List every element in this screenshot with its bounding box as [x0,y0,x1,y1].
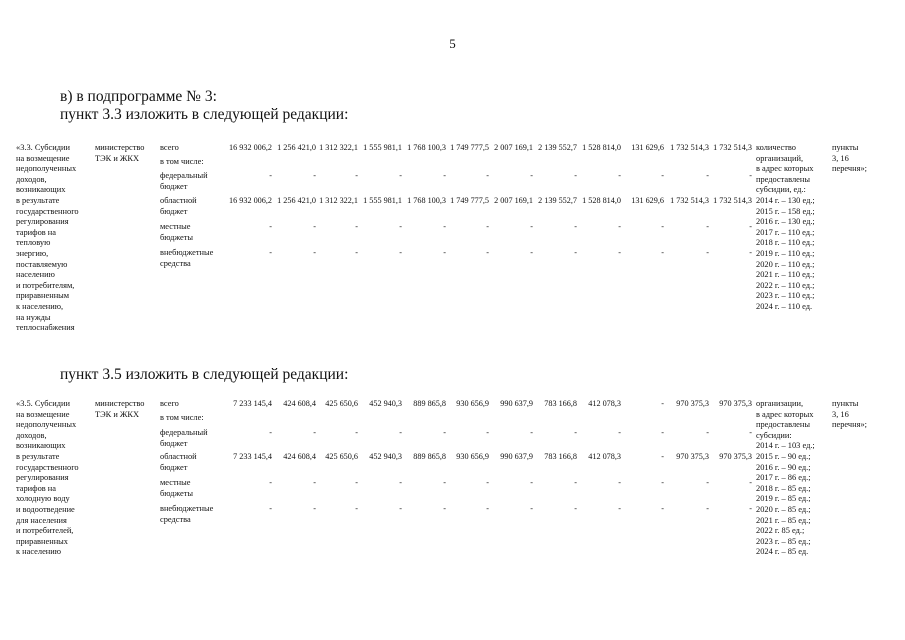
measure-name-line: энергию, [16,248,49,258]
funding-value: - [269,478,272,487]
measure-name-line: доходов, [16,430,47,440]
funding-value: - [313,171,316,180]
funding-value: 1 312 322,1 [319,143,358,152]
funding-value: 1 732 514,3 [670,196,709,205]
target-indicator-line: 2014 г. – 103 ед.; [756,441,815,451]
funding-source [160,157,226,168]
funding-value: - [530,171,533,180]
funding-value: 2 007 169,1 [494,196,533,205]
section-3-5-heading: пункт 3.5 изложить в следующей редакции: [60,366,349,383]
measure-name-line: регулирования [16,473,69,483]
funding-value: - [661,504,664,513]
measure-name-line: к населению [16,547,62,557]
measure-name-line: на возмещение [16,153,70,163]
funding-source-line: средства [160,258,191,268]
funding-value: - [661,248,664,257]
funding-source-line: внебюджетные [160,504,214,513]
reference-line: перечня»; [832,164,867,174]
measure-name-line: на нужды [16,312,51,322]
intro-line-1: в) в подпрограмме № 3: [60,88,217,105]
funding-value: - [661,171,664,180]
funding-value: - [749,248,752,257]
measure-name-line: теплоснабжения [16,323,75,333]
funding-value: 889 865,8 [413,399,446,408]
funding-value: - [443,504,446,513]
funding-value: 16 932 006,2 [229,196,272,205]
funding-value: - [399,478,402,487]
target-indicator-line: 2023 г. – 110 ед.; [756,291,815,301]
reference-line: пункты [832,143,859,152]
funding-value: 2 139 552,7 [538,143,577,152]
funding-value: 930 656,9 [456,452,489,461]
funding-value: - [269,171,272,180]
measure-name-line: государственного [16,462,79,472]
funding-value: 889 865,8 [413,452,446,461]
executor-line: ТЭК и ЖКХ [95,153,140,163]
funding-value: - [661,428,664,437]
funding-source-line: областной [160,196,197,205]
funding-value: 16 932 006,2 [229,143,272,152]
funding-value: - [618,504,621,513]
reference [832,399,894,431]
funding-value: - [661,452,664,461]
funding-value: - [443,222,446,231]
target-indicator-line: организаций, [756,153,804,163]
funding-value: 425 650,6 [325,452,358,461]
funding-value: 1 732 514,3 [670,143,709,152]
funding-value: - [618,478,621,487]
funding-source-line: всего [160,399,179,408]
funding-value: - [706,428,709,437]
funding-value: - [749,222,752,231]
intro-line-2: пункт 3.3 изложить в следующей редакции: [60,106,349,123]
funding-value: - [618,248,621,257]
funding-value: 131 629,6 [631,196,664,205]
funding-value: - [399,248,402,257]
funding-value: 970 375,3 [676,452,709,461]
target-indicator-line: 2017 г. – 86 ед.; [756,473,811,483]
funding-value: - [749,478,752,487]
funding-value: 425 650,6 [325,399,358,408]
funding-value: - [313,478,316,487]
reference-line: 3, 16 [832,409,849,419]
target-indicator-line: 2022 г. 85 ед.; [756,526,805,536]
measure-name-line: тарифов на [16,483,57,493]
target-indicator-line: 2018 г. – 110 ед.; [756,238,815,248]
funding-source-line: внебюджетные [160,248,214,257]
funding-value: - [443,478,446,487]
funding-value: - [269,428,272,437]
funding-source-line: бюджеты [160,232,194,242]
target-indicator-line: количество [756,143,796,152]
target-indicator-line: субсидии, ед.: [756,185,806,195]
funding-value: - [486,428,489,437]
target-indicator-line: предоставлены [756,420,810,430]
measure-name-line: недополученных [16,420,77,430]
funding-value: - [574,171,577,180]
funding-source-line: бюджет [160,206,188,216]
measure-name-line: холодную воду [16,494,70,504]
funding-value: 970 375,3 [719,452,752,461]
measure-name-line: в результате [16,195,60,205]
target-indicator-line: предоставлены [756,174,810,184]
funding-value: 2 007 169,1 [494,143,533,152]
funding-value: - [749,171,752,180]
funding-value: 7 233 145,4 [233,399,272,408]
funding-value: 1 528 814,0 [582,196,621,205]
funding-value: 990 637,9 [500,399,533,408]
funding-value: - [486,171,489,180]
funding-value: - [574,248,577,257]
measure-name-line: возникающих [16,185,66,195]
funding-value: 131 629,6 [631,143,664,152]
funding-source-line: бюджет [160,181,188,191]
funding-value: - [355,222,358,231]
funding-value: - [661,222,664,231]
funding-value: - [618,171,621,180]
funding-value: 1 768 100,3 [407,143,446,152]
funding-value: - [749,504,752,513]
funding-value: - [399,222,402,231]
funding-value: - [313,222,316,231]
target-indicator-line: 2019 г. – 85 ед.; [756,494,811,504]
funding-source-line: федеральный [160,428,208,437]
executor-line: министерство [95,143,145,152]
funding-value: 1 528 814,0 [582,143,621,152]
target-indicator-line: 2016 г. – 130 ед.; [756,217,815,227]
funding-value: - [661,478,664,487]
funding-value: - [618,428,621,437]
funding-value: 930 656,9 [456,399,489,408]
measure-name-line: в результате [16,451,60,461]
funding-source-line: местные [160,222,191,231]
funding-value: 970 375,3 [676,399,709,408]
target-indicator-line: в адрес которых [756,409,814,419]
funding-source-line: в том числе: [160,157,204,166]
funding-value: 783 166,8 [544,399,577,408]
funding-value: - [574,428,577,437]
funding-source-line: бюджет [160,462,188,472]
measure-name-line: тарифов на [16,227,57,237]
funding-value: 412 078,3 [588,452,621,461]
target-indicator-line: 2021 г. – 85 ед.; [756,515,811,525]
funding-value: - [574,478,577,487]
target-indicator-line: 2020 г. – 110 ед.; [756,259,815,269]
target-indicator-line: 2020 г. – 85 ед.; [756,504,811,514]
measure-name-line: недополученных [16,164,77,174]
measure-name-line: населению [16,270,55,280]
funding-value: - [313,428,316,437]
funding-value: - [355,248,358,257]
funding-value: - [530,428,533,437]
funding-value: - [486,222,489,231]
funding-value: 1 732 514,3 [713,196,752,205]
funding-source-line: областной [160,452,197,461]
funding-value: 1 749 777,5 [450,196,489,205]
measure-name-line: и потребителей, [16,526,74,536]
target-indicator-line: организации, [756,399,804,408]
measure-name-line: приравненных [16,536,68,546]
funding-value: 424 608,4 [283,399,316,408]
funding-value: - [313,504,316,513]
funding-value: 424 608,4 [283,452,316,461]
funding-value: - [749,428,752,437]
measure-name-line: государственного [16,206,79,216]
page-number: 5 [449,36,456,51]
target-indicator-line: 2017 г. – 110 ед.; [756,227,815,237]
funding-value: 452 940,3 [369,399,402,408]
measure-name [16,143,92,334]
funding-value: - [313,248,316,257]
measure-name-line: регулирования [16,217,69,227]
measure-name-line: «3.3. Субсидии [16,143,70,152]
funding-source [160,413,226,424]
measure-name-line: поставляемую [16,259,68,269]
funding-value: - [486,248,489,257]
target-indicator-line: 2018 г. – 85 ед.; [756,483,811,493]
funding-value: - [269,222,272,231]
funding-source-line: всего [160,143,179,152]
target-indicator-line: 2024 г. – 110 ед. [756,301,813,311]
target-indicator-line: 2015 г. – 158 ед.; [756,206,815,216]
funding-value: 783 166,8 [544,452,577,461]
target-indicator-line: субсидии: [756,430,792,440]
funding-value: - [530,248,533,257]
reference-line: перечня»; [832,420,867,430]
target-indicator-line: 2023 г. – 85 ед.; [756,536,811,546]
funding-value: 412 078,3 [588,399,621,408]
target-indicator [756,143,820,313]
funding-value: - [661,399,664,408]
funding-value: 1 555 981,1 [363,143,402,152]
funding-value: - [706,504,709,513]
reference-line: пункты [832,399,859,408]
funding-value: - [486,504,489,513]
measure-name-line: на возмещение [16,409,70,419]
executor-line: ТЭК и ЖКХ [95,409,140,419]
funding-source-line: бюджеты [160,488,194,498]
funding-value: 7 233 145,4 [233,452,272,461]
measure-name-line: возникающих [16,441,66,451]
funding-value: - [574,222,577,231]
funding-value: - [618,222,621,231]
funding-value: - [443,171,446,180]
funding-value: - [355,478,358,487]
funding-value: - [486,478,489,487]
measure-name-line: к населению, [16,301,64,311]
executor-line: министерство [95,399,145,408]
funding-value: 1 732 514,3 [713,143,752,152]
target-indicator-line: 2015 г. – 90 ед.; [756,451,811,461]
funding-source-line: бюджет [160,438,188,448]
funding-value: - [269,248,272,257]
funding-value: - [530,504,533,513]
measure-name-line: приравненным [16,291,70,301]
measure-name-line: доходов, [16,174,47,184]
funding-value: - [355,428,358,437]
reference [832,143,894,175]
funding-value: 990 637,9 [500,452,533,461]
funding-value: - [399,504,402,513]
target-indicator-line: 2016 г. – 90 ед.; [756,462,811,472]
funding-value: - [399,171,402,180]
target-indicator-line: 2019 г. – 110 ед.; [756,248,815,258]
target-indicator-line: 2022 г. – 110 ед.; [756,280,815,290]
funding-source-line: федеральный [160,171,208,180]
measure-name-line: тепловую [16,238,51,248]
executor [95,143,157,164]
measure-name-line: «3.5. Субсидии [16,399,70,408]
funding-value: 1 256 421,0 [277,196,316,205]
measure-name-line: и потребителям, [16,280,75,290]
funding-value: - [530,222,533,231]
target-indicator-line: 2024 г. – 85 ед. [756,547,809,557]
funding-value: - [574,504,577,513]
funding-value: 970 375,3 [719,399,752,408]
funding-value: - [706,248,709,257]
target-indicator [756,399,820,558]
funding-value: 1 256 421,0 [277,143,316,152]
executor [95,399,157,420]
funding-value: 1 768 100,3 [407,196,446,205]
measure-name [16,399,92,558]
funding-value: - [355,504,358,513]
funding-value: - [269,504,272,513]
funding-value: - [706,478,709,487]
funding-source-line: местные [160,478,191,487]
funding-value: 1 312 322,1 [319,196,358,205]
funding-value: - [399,428,402,437]
funding-value: - [443,428,446,437]
funding-value: - [706,171,709,180]
funding-value: 1 749 777,5 [450,143,489,152]
target-indicator-line: в адрес которых [756,164,814,174]
target-indicator-line: 2021 г. – 110 ед.; [756,270,815,280]
funding-source-line: в том числе: [160,413,204,422]
funding-value: - [355,171,358,180]
target-indicator-line: 2014 г. – 130 ед.; [756,195,815,205]
funding-value: 452 940,3 [369,452,402,461]
measure-name-line: и водоотведение [16,504,75,514]
funding-value: - [530,478,533,487]
funding-value: 2 139 552,7 [538,196,577,205]
funding-value: - [443,248,446,257]
funding-value: 1 555 981,1 [363,196,402,205]
measure-name-line: для населения [16,515,67,525]
funding-source-line: средства [160,514,191,524]
funding-value: - [706,222,709,231]
reference-line: 3, 16 [832,153,849,163]
